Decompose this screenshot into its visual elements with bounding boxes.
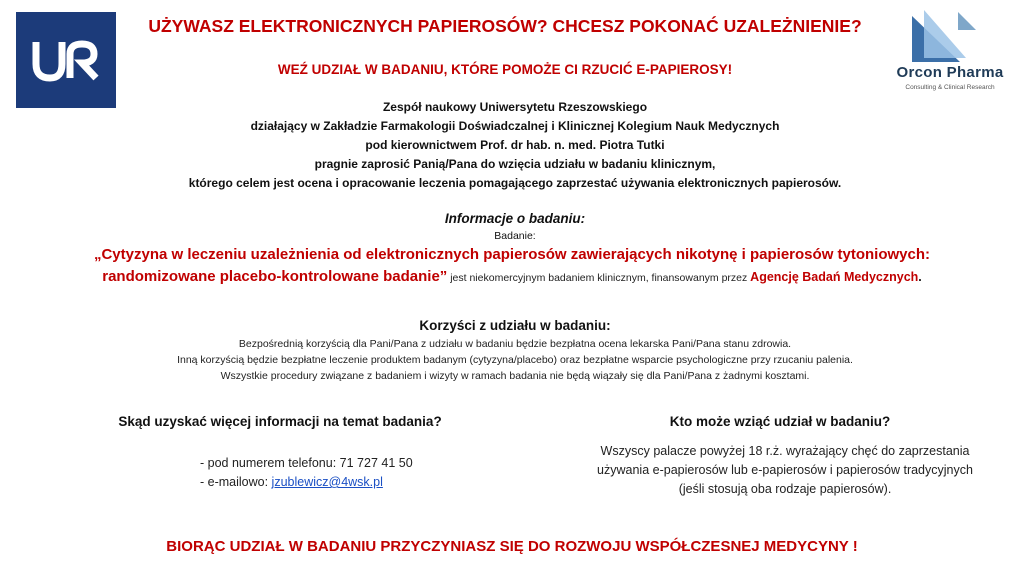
email-line	[200, 473, 413, 492]
benefit-line: Inną korzyścią będzie bezpłatne leczenie produktem badanym (cytyzyna/placebo) oraz bezpłatne wsparcie psychologiczne przy rzucaniu palenia.	[177, 354, 853, 366]
page-title: UŻYWASZ ELEKTRONICZNYCH PAPIEROSÓW? CHCESZ POKONAĆ UZALEŻNIENIE?	[148, 16, 862, 36]
benefit-line: Bezpośrednią korzyścią dla Pani/Pana z udziału w badaniu będzie bezpłatna ocena lekarska Pani/Pana stanu zdrowia.	[238, 338, 792, 350]
orcon-name: Orcon Pharma	[896, 64, 1004, 81]
study-label: Badanie:	[494, 230, 536, 242]
funder-name: Agencję Badań Medycznych	[750, 270, 919, 284]
intro-line: którego celem jest ocena i opracowanie leczenia pomagającego zaprzestać używania elektronicznych papierosów.	[188, 176, 842, 190]
intro-line: pod kierownictwem Prof. dr hab. n. med. Piotra Tutki	[365, 138, 665, 152]
benefits-text	[60, 336, 970, 384]
intro-line: działający w Zakładzie Farmakologii Doświadczalnej i Klinicznej Kolegium Nauk Medycznych	[250, 119, 780, 133]
intro-text	[120, 98, 910, 193]
benefit-line: Wszystkie procedury związane z badaniem i wizyty w ramach badania nie będą wiązały się dla Pani/Pana z żadnymi kosztami.	[220, 370, 810, 382]
info-heading: Informacje o badaniu:	[444, 211, 586, 226]
contact-list	[200, 454, 413, 492]
footer-slogan: BIORĄC UDZIAŁ W BADANIU PRZYCZYNIASZ SIĘ DO ROZWOJU WSPÓŁCZESNEJ MEDYCYNY !	[166, 538, 858, 555]
eligibility-text: Wszyscy palacze powyżej 18 r.ż. wyrażający chęć do zaprzestania używania e-papierosów lub e-papierosów i papierosów tradycyjnych (jeśli stosują oba rodzaje papierosów).	[597, 444, 973, 496]
phone-line: - pod numerem telefonu: 71 727 41 50	[200, 456, 413, 470]
period: .	[918, 270, 922, 284]
benefits-heading: Korzyści z udziału w badaniu:	[419, 318, 611, 333]
contact-heading: Skąd uzyskać więcej informacji na temat badania?	[118, 414, 442, 429]
orcon-triangle-icon	[910, 8, 984, 62]
orcon-tagline: Consulting & Clinical Research	[905, 84, 995, 91]
intro-line: Zespół naukowy Uniwersytetu Rzeszowskiego	[382, 100, 648, 114]
email-prefix: - e-mailowo:	[200, 475, 272, 489]
ur-logo-icon	[28, 36, 104, 84]
eligibility-heading: Kto może wziąć udział w badaniu?	[669, 414, 891, 429]
study-title-part-2: randomizowane placebo-kontrolowane badanie”	[102, 268, 448, 285]
intro-line: pragnie zaprosić Panią/Pana do wzięcia udziału w badaniu klinicznym,	[314, 157, 716, 171]
orcon-pharma-logo	[880, 8, 1020, 100]
university-logo	[16, 12, 116, 108]
study-title-line-1: „Cytyzyna w leczeniu uzależnienia od elektronicznych papierosów zawierających nikotynę i papierosów tytoniowych:	[93, 246, 931, 263]
study-description: jest niekomercyjnym badaniem klinicznym, finansowanym przez	[447, 272, 751, 284]
study-title-line-2	[20, 268, 1004, 285]
page-subtitle: WEŹ UDZIAŁ W BADANIU, KTÓRE POMOŻE CI RZUCIĆ E-PAPIEROSY!	[277, 62, 733, 77]
email-link[interactable]: jzublewicz@4wsk.pl	[271, 475, 383, 489]
